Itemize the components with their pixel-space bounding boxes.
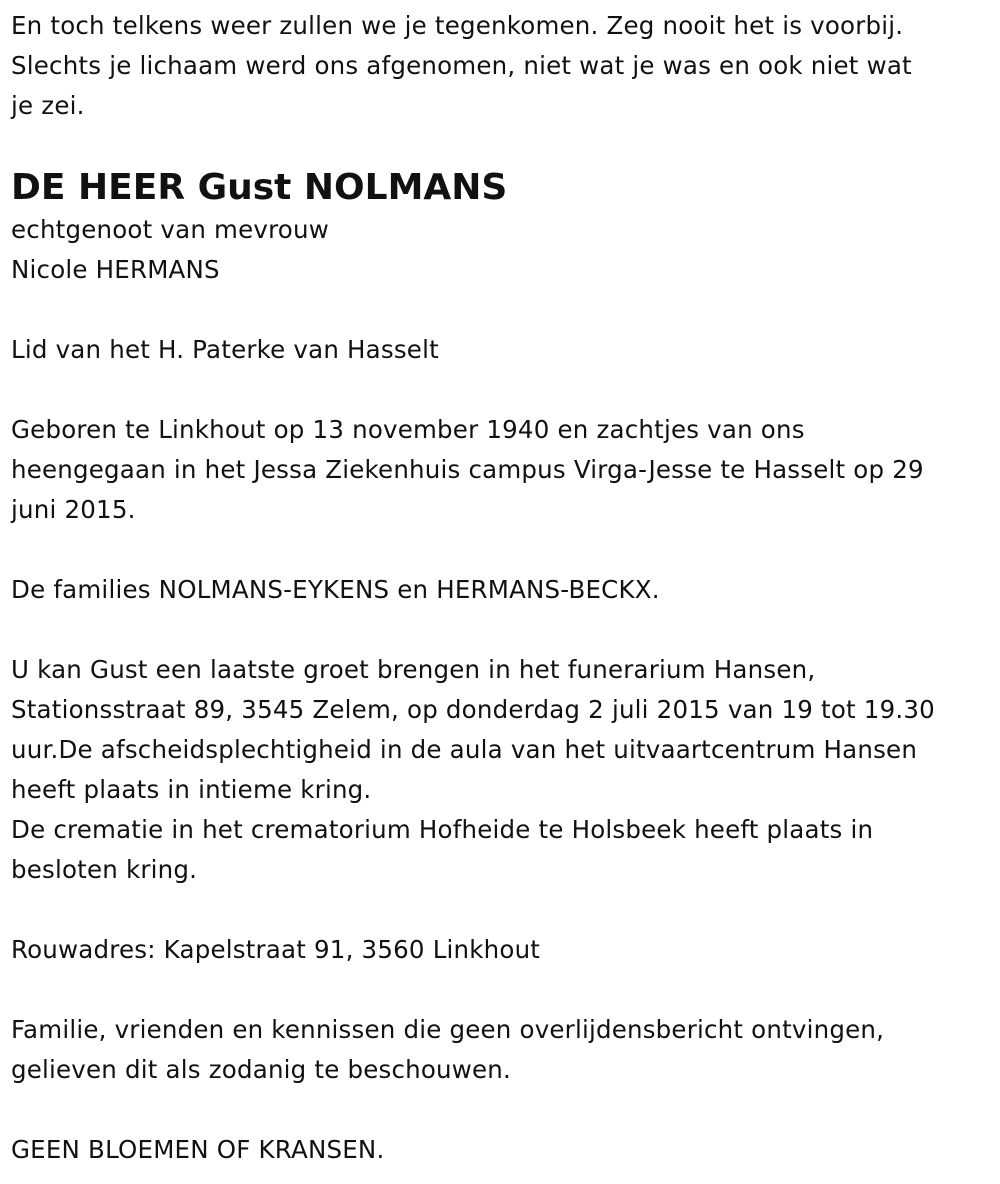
notice-section bbox=[11, 1010, 991, 1090]
poem-section bbox=[11, 6, 991, 126]
farewell-section bbox=[11, 650, 991, 890]
farewell-line: uur.De afscheidsplechtigheid in de aula van het uitvaartcentrum Hansen bbox=[11, 735, 918, 764]
poem-line: Slechts je lichaam werd ons afgenomen, niet wat je was en ook niet wat bbox=[11, 51, 912, 80]
poem-line: je zei. bbox=[11, 91, 85, 120]
closing-text: GEEN BLOEMEN OF KRANSEN. bbox=[11, 1135, 385, 1164]
farewell-line: besloten kring. bbox=[11, 855, 198, 884]
families-text: De families NOLMANS-EYKENS en HERMANS-BECKX. bbox=[11, 575, 660, 604]
birth-death-line: heengegaan in het Jessa Ziekenhuis campus Virga-Jesse te Hasselt op 29 bbox=[11, 455, 924, 484]
membership-text: Lid van het H. Paterke van Hasselt bbox=[11, 335, 439, 364]
spouse-line: Nicole HERMANS bbox=[11, 255, 220, 284]
birth-death-line: Geboren te Linkhout op 13 november 1940 en zachtjes van ons bbox=[11, 415, 805, 444]
birth-death-line: juni 2015. bbox=[11, 495, 136, 524]
farewell-line: Stationsstraat 89, 3545 Zelem, op donderdag 2 juli 2015 van 19 tot 19.30 bbox=[11, 695, 935, 724]
deceased-name: DE HEER Gust NOLMANS bbox=[11, 167, 508, 208]
farewell-line: De crematie in het crematorium Hofheide te Holsbeek heeft plaats in bbox=[11, 815, 874, 844]
mourning-address: Rouwadres: Kapelstraat 91, 3560 Linkhout bbox=[11, 935, 541, 964]
farewell-line: U kan Gust een laatste groet brengen in het funerarium Hansen, bbox=[11, 655, 816, 684]
farewell-line: heeft plaats in intieme kring. bbox=[11, 775, 372, 804]
notice-line: gelieven dit als zodanig te beschouwen. bbox=[11, 1055, 512, 1084]
birth-death-section bbox=[11, 410, 991, 530]
obituary-document bbox=[11, 0, 991, 1170]
spouse-section bbox=[11, 210, 991, 290]
notice-line: Familie, vrienden en kennissen die geen overlijdensbericht ontvingen, bbox=[11, 1015, 885, 1044]
spouse-line: echtgenoot van mevrouw bbox=[11, 215, 329, 244]
poem-line: En toch telkens weer zullen we je tegenkomen. Zeg nooit het is voorbij. bbox=[11, 11, 904, 40]
